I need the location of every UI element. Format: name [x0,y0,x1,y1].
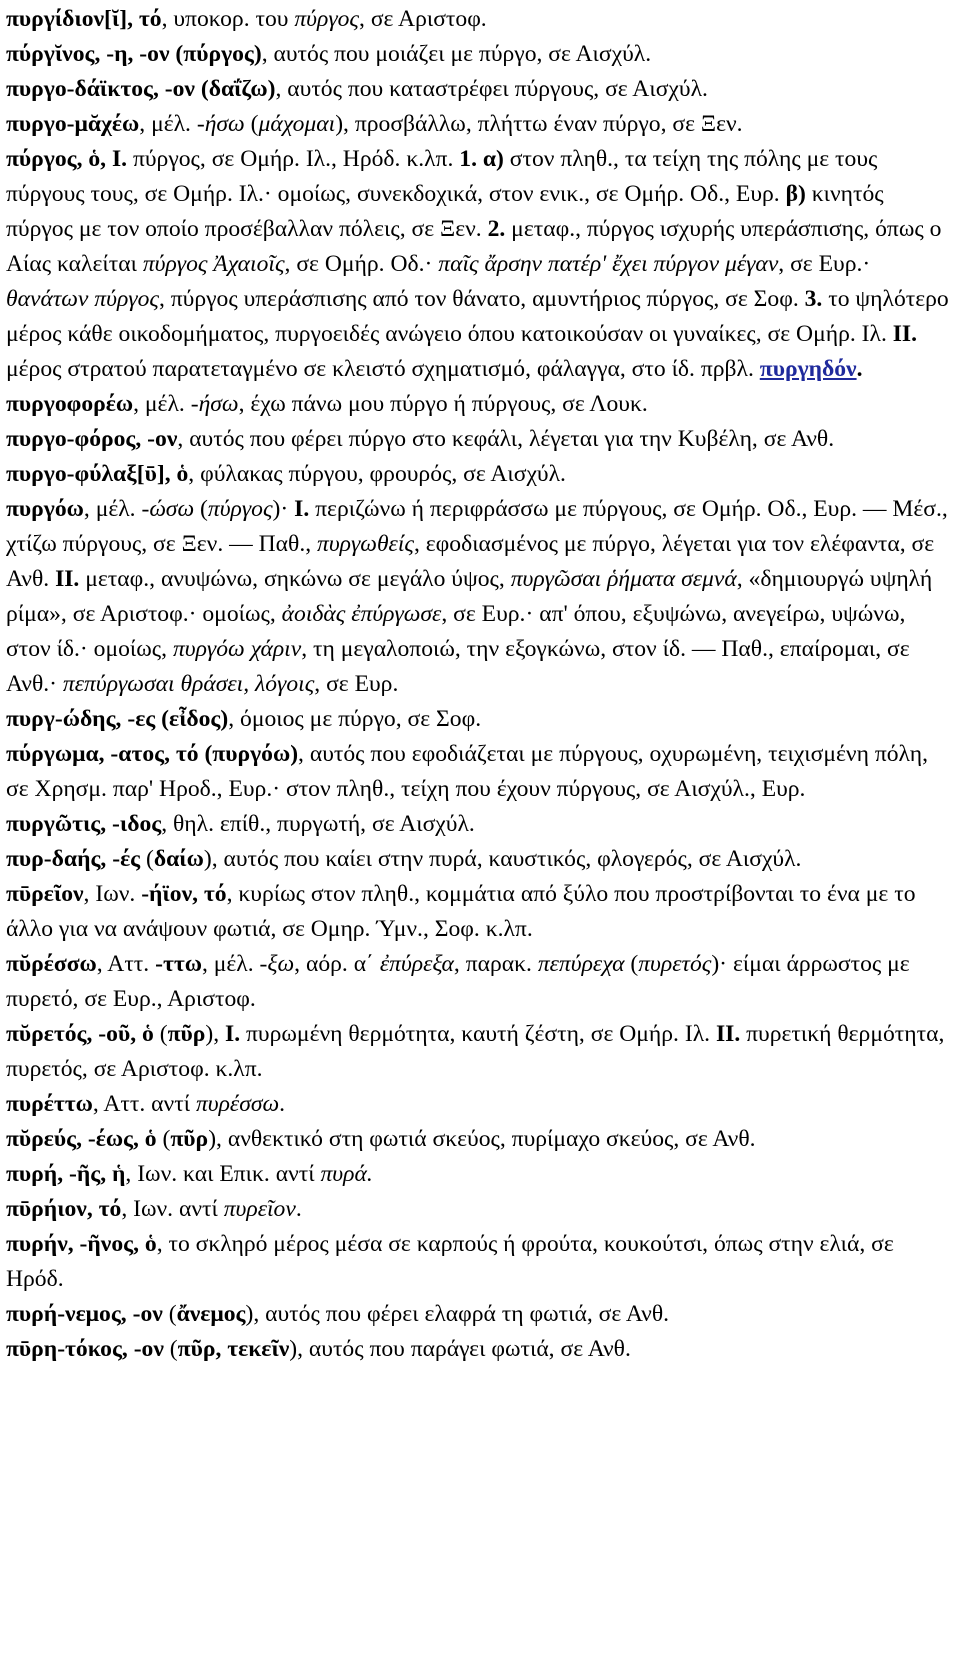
definition-text: πυρωμένη θερμότητα, καυτή ζέστη, σε Ομήρ. Ιλ. [240,1021,716,1047]
italic-citation: παῖς ἄρσην πατέρ' ἔχει πύργον μέγαν [438,251,779,277]
definition-text: , αυτός που φέρει πύργο στο κεφάλι, λέγεται για την Κυβέλη, σε Ανθ. [177,426,835,452]
headword: πυργῶτις, -ιδος [6,811,162,837]
italic-citation: πύργος [207,496,273,522]
definition-text: ( [156,1126,171,1152]
definition-text: , κυρίως στον πληθ., κομμάτια από ξύλο που προστρίβονται το ένα με το άλλο για να ανάψουν φωτιά, σε Ομηρ. Ύμν., Σοφ. κ.λπ. [6,881,916,942]
dictionary-entry [6,422,952,457]
definition-text: , σε Ομήρ. Οδ.· [284,251,439,277]
headword: πῠρέσσω [6,951,97,977]
bold-term: ( [175,41,184,67]
definition-text: ( [194,496,208,522]
dictionary-entry [6,1332,952,1367]
definition-text: , όμοιος με πύργο, σε Σοφ. [228,706,482,732]
dictionary-entry [6,457,952,492]
headword: πυρέττω [6,1091,93,1117]
italic-citation: θανάτων πύργος [6,286,159,312]
dictionary-entry [6,107,952,142]
headword: πυργόω [6,496,84,522]
dictionary-entry [6,387,952,422]
dictionary-entry [6,2,952,37]
bold-term: (πυργόω) [204,741,299,767]
bold-term: (εἶδος) [161,706,229,732]
definition-text: , Ιων. [83,881,142,907]
dictionary-entry [6,1017,952,1087]
bold-term: ) [253,41,262,67]
dictionary-entry [6,842,952,877]
definition-text: , Αττ. [96,951,156,977]
italic-citation: ἐπύρεξα [379,951,454,977]
headword: πυργο-μᾰχέω [6,111,140,137]
definition-text: πυρετική θερμότητα, πυρετός, σε Αριστοφ. κ.λπ. [6,1021,945,1082]
definition-text: ( [153,1021,168,1047]
dictionary-entry [6,142,952,387]
bold-term: δαίω [153,846,204,872]
dictionary-entry [6,807,952,842]
dictionary-entry [6,877,952,947]
definition-text: , το σκληρό μέρος μέσα σε καρπούς ή φρούτα, κουκούτσι, όπως στην ελιά, σε Ηρόδ. [6,1231,894,1292]
headword: πῡρήιον, τό [6,1196,122,1222]
italic-citation: πεπύρεχα [537,951,625,977]
headword: πυρή, -ῆς, ἡ [6,1161,126,1187]
definition-text: , μέλ. - [139,111,205,137]
definition-text: ( [624,951,639,977]
dictionary-entry [6,737,952,807]
definition-text: , τη μεγαλοποιώ, την εξογκώνω, στον ίδ. — Παθ., επαίρομαι, σε Ανθ.· [6,636,910,697]
headword: πύργῐνος, -η, -ον [6,41,170,67]
dictionary-entry [6,1087,952,1122]
bold-term: -ήϊον, τό [141,881,227,907]
dictionary-entry [6,1297,952,1332]
definition-text: περιζώνω ή περιφράσσω με πύργους, σε Ομήρ. Οδ., Ευρ. — Μέσ., χτίζω πύργους, σε Ξεν. — Παθ., [6,496,948,557]
definition-text: μέρος στρατού παρατεταγμένο σε κλειστό σχηματισμό, φάλαγγα, στο ίδ. πρβλ. [6,356,760,382]
dictionary-entry [6,492,952,702]
italic-citation: ξω [267,951,295,977]
definition-text: , Ιων. και Επικ. αντί [125,1161,321,1187]
bold-term: Ι. [225,1021,241,1047]
definition-text: ), αυτός που φέρει ελαφρά τη φωτιά, σε Ανθ. [245,1301,670,1327]
definition-text: , φύλακας πύργου, φρουρός, σε Αισχύλ. [188,461,566,487]
definition-text: . [295,1196,302,1222]
definition-text: . [279,1091,286,1117]
definition-text: ( [163,1336,178,1362]
definition-text: ), προσβάλλω, πλήττω έναν πύργο, σε Ξεν. [335,111,743,137]
definition-text: )· [272,496,295,522]
definition-text: , σε Ευρ.· απ' όπου, εξυψώνω, ανεγείρω, υψώνω, στον ίδ.· ομοίως, [6,601,906,662]
definition-text: , αυτός που καταστρέφει πύργους, σε Αισχύλ. [275,76,708,102]
italic-citation: πύργος Ἀχαιοῖς [142,251,285,277]
bold-term: (δαΐζω) [200,76,276,102]
cross-reference-link[interactable]: πυργηδόν [759,356,857,382]
dictionary-entry [6,37,952,72]
italic-citation: πυργόω χάριν [172,636,302,662]
definition-text: , μέλ. - [133,391,199,417]
dictionary-entry [6,702,952,737]
italic-citation: μάχομαι [258,111,336,137]
bold-term: . [856,356,863,382]
bold-term: 1. α) [459,146,504,172]
definition-text: , αόρ. α΄ [294,951,380,977]
bold-term: II. [715,1021,741,1047]
bold-term: 3. [804,286,823,312]
bold-term: 2. [487,216,506,242]
headword: πυρ-δαής, -ές [6,846,141,872]
definition-text: , «δημιουργώ υψηλή ρίμα», σε Αριστοφ.· ομοίως, [6,566,933,627]
definition-text: , σε Ευρ.· [778,251,871,277]
bold-term: II. [892,321,918,347]
bold-term: πῦρ [170,1126,209,1152]
italic-citation: ώσω [149,496,195,522]
definition-text: , αυτός που μοιάζει με πύργο, σε Αισχύλ. [261,41,652,67]
italic-citation: πυργῶσαι ῥήματα σεμνά [510,566,737,592]
definition-text: , πύργος υπεράσπισης από τον θάνατο, αμυντήριος πύργος, σε Σοφ. [158,286,805,312]
dictionary-entry [6,1227,952,1297]
headword: πῡρεῖον [6,881,84,907]
definition-text: μεταφ., πύργος ισχυρής υπεράσπισης, όπως ο Αίας καλείται [6,216,942,277]
bold-term: Ι. [294,496,310,522]
headword: πυργίδιον[ῐ], τό [6,6,162,32]
definition-text: στον πληθ., τα τείχη της πόλης με τους πύργους τους, σε Ομήρ. Ιλ.· ομοίως, συνεκδοχικά, στον ενικ., σε Ομήρ. Οδ., Ευρ. [6,146,878,207]
italic-citation: πύργος [294,6,360,32]
italic-citation: ήσω [204,111,245,137]
definition-text: , εφοδιασμένος με πύργο, λέγεται για τον ελέφαντα, σε Ανθ. [6,531,935,592]
bold-term: πύργος [183,41,254,67]
headword: πύργωμα, -ατος, τό [6,741,199,767]
italic-citation: πυρετός [638,951,712,977]
headword: πυργο-φύλαξ[ῡ], ὁ [6,461,189,487]
italic-citation: ἀοιδὰς ἐπύργωσε [281,601,442,627]
definition-text: , αυτός που εφοδιάζεται με πύργους, οχυρωμένη, τειχισμένη πόλη, σε Χρησμ. παρ' Ηροδ., Ευρ.· στον πληθ., τείχη που έχουν πύργους, σε Αισχύλ., Ευρ. [6,741,929,802]
bold-term: πῦρ [167,1021,206,1047]
italic-citation: πυρά. [320,1161,373,1187]
headword: πυργο-δάϊκτος, -ον [6,76,195,102]
definition-text: ( [162,1301,177,1327]
headword: πῡρη-τόκος, -ον [6,1336,164,1362]
dictionary-entry [6,1122,952,1157]
headword: πῠρεύς, -έως, ὁ [6,1126,157,1152]
italic-citation: πεπύργωσαι θράσει, λόγοις [62,671,315,697]
definition-text: , σε Αριστοφ. [359,6,487,32]
definition-text: ), [205,1021,226,1047]
bold-term: -ττω [155,951,202,977]
definition-text: , θηλ. επίθ., πυργωτή, σε Αισχύλ. [161,811,475,837]
bold-term: II. [55,566,80,592]
headword: πυρή-νεμος, -ον [6,1301,163,1327]
bold-term: ἄνεμος [176,1301,246,1327]
dictionary-entry [6,72,952,107]
headword: πυργοφορέω [6,391,134,417]
definition-text: μεταφ., ανυψώνω, σηκώνω σε μεγάλο ύψος, [79,566,511,592]
definition-text: , μέλ. - [201,951,268,977]
definition-text: το ψηλότερο μέρος κάθε οικοδομήματος, πυργοειδές ανώγειο όπου κατοικούσαν οι γυναίκες, σε Ομήρ. Ιλ. [6,286,949,347]
definition-text: , υποκορ. του [161,6,295,32]
definition-text: , μέλ. - [83,496,150,522]
definition-text: πύργος, σε Ομήρ. Ιλ., Ηρόδ. κ.λπ. [127,146,460,172]
definition-text: ), αυτός που παράγει φωτιά, σε Ανθ. [289,1336,631,1362]
definition-text: )· είμαι άρρωστος με πυρετό, σε Ευρ., Αριστοφ. [6,951,910,1012]
dictionary-entry [6,1192,952,1227]
italic-citation: πυρεῖον [223,1196,296,1222]
headword: πύργος, ὁ, Ι. [6,146,128,172]
definition-text: , παρακ. [453,951,538,977]
headword: πῠρετός, -οῦ, ὁ [6,1021,154,1047]
definition-text: ), αυτός που καίει στην πυρά, καυστικός, φλογερός, σε Αισχύλ. [203,846,802,872]
dictionary-entry [6,947,952,1017]
definition-text: ), ανθεκτικό στη φωτιά σκεύος, πυρίμαχο σκεύος, σε Ανθ. [208,1126,756,1152]
dictionary-entry [6,1157,952,1192]
definition-text: ( [140,846,154,872]
italic-citation: πυρέσσω [195,1091,280,1117]
definition-text: , Αττ. αντί [92,1091,196,1117]
headword: πυρήν, -ῆνος, ὁ [6,1231,157,1257]
definition-text: , Ιων. αντί [121,1196,224,1222]
definition-text: , σε Ευρ. [314,671,399,697]
bold-term: β) [785,181,806,207]
bold-term: πῦρ, τεκεῖν [177,1336,290,1362]
definition-text: ( [244,111,259,137]
italic-citation: πυργωθείς [317,531,414,557]
definition-text: κινητός πύργος με τον οποίο προσέβαλλαν πόλεις, σε Ξεν. [6,181,884,242]
headword: πυργο-φόρος, -ον [6,426,178,452]
definition-text: , έχω πάνω μου πύργο ή πύργους, σε Λουκ. [238,391,648,417]
headword: πυργ-ώδης, -ες [6,706,156,732]
italic-citation: ήσω [198,391,239,417]
